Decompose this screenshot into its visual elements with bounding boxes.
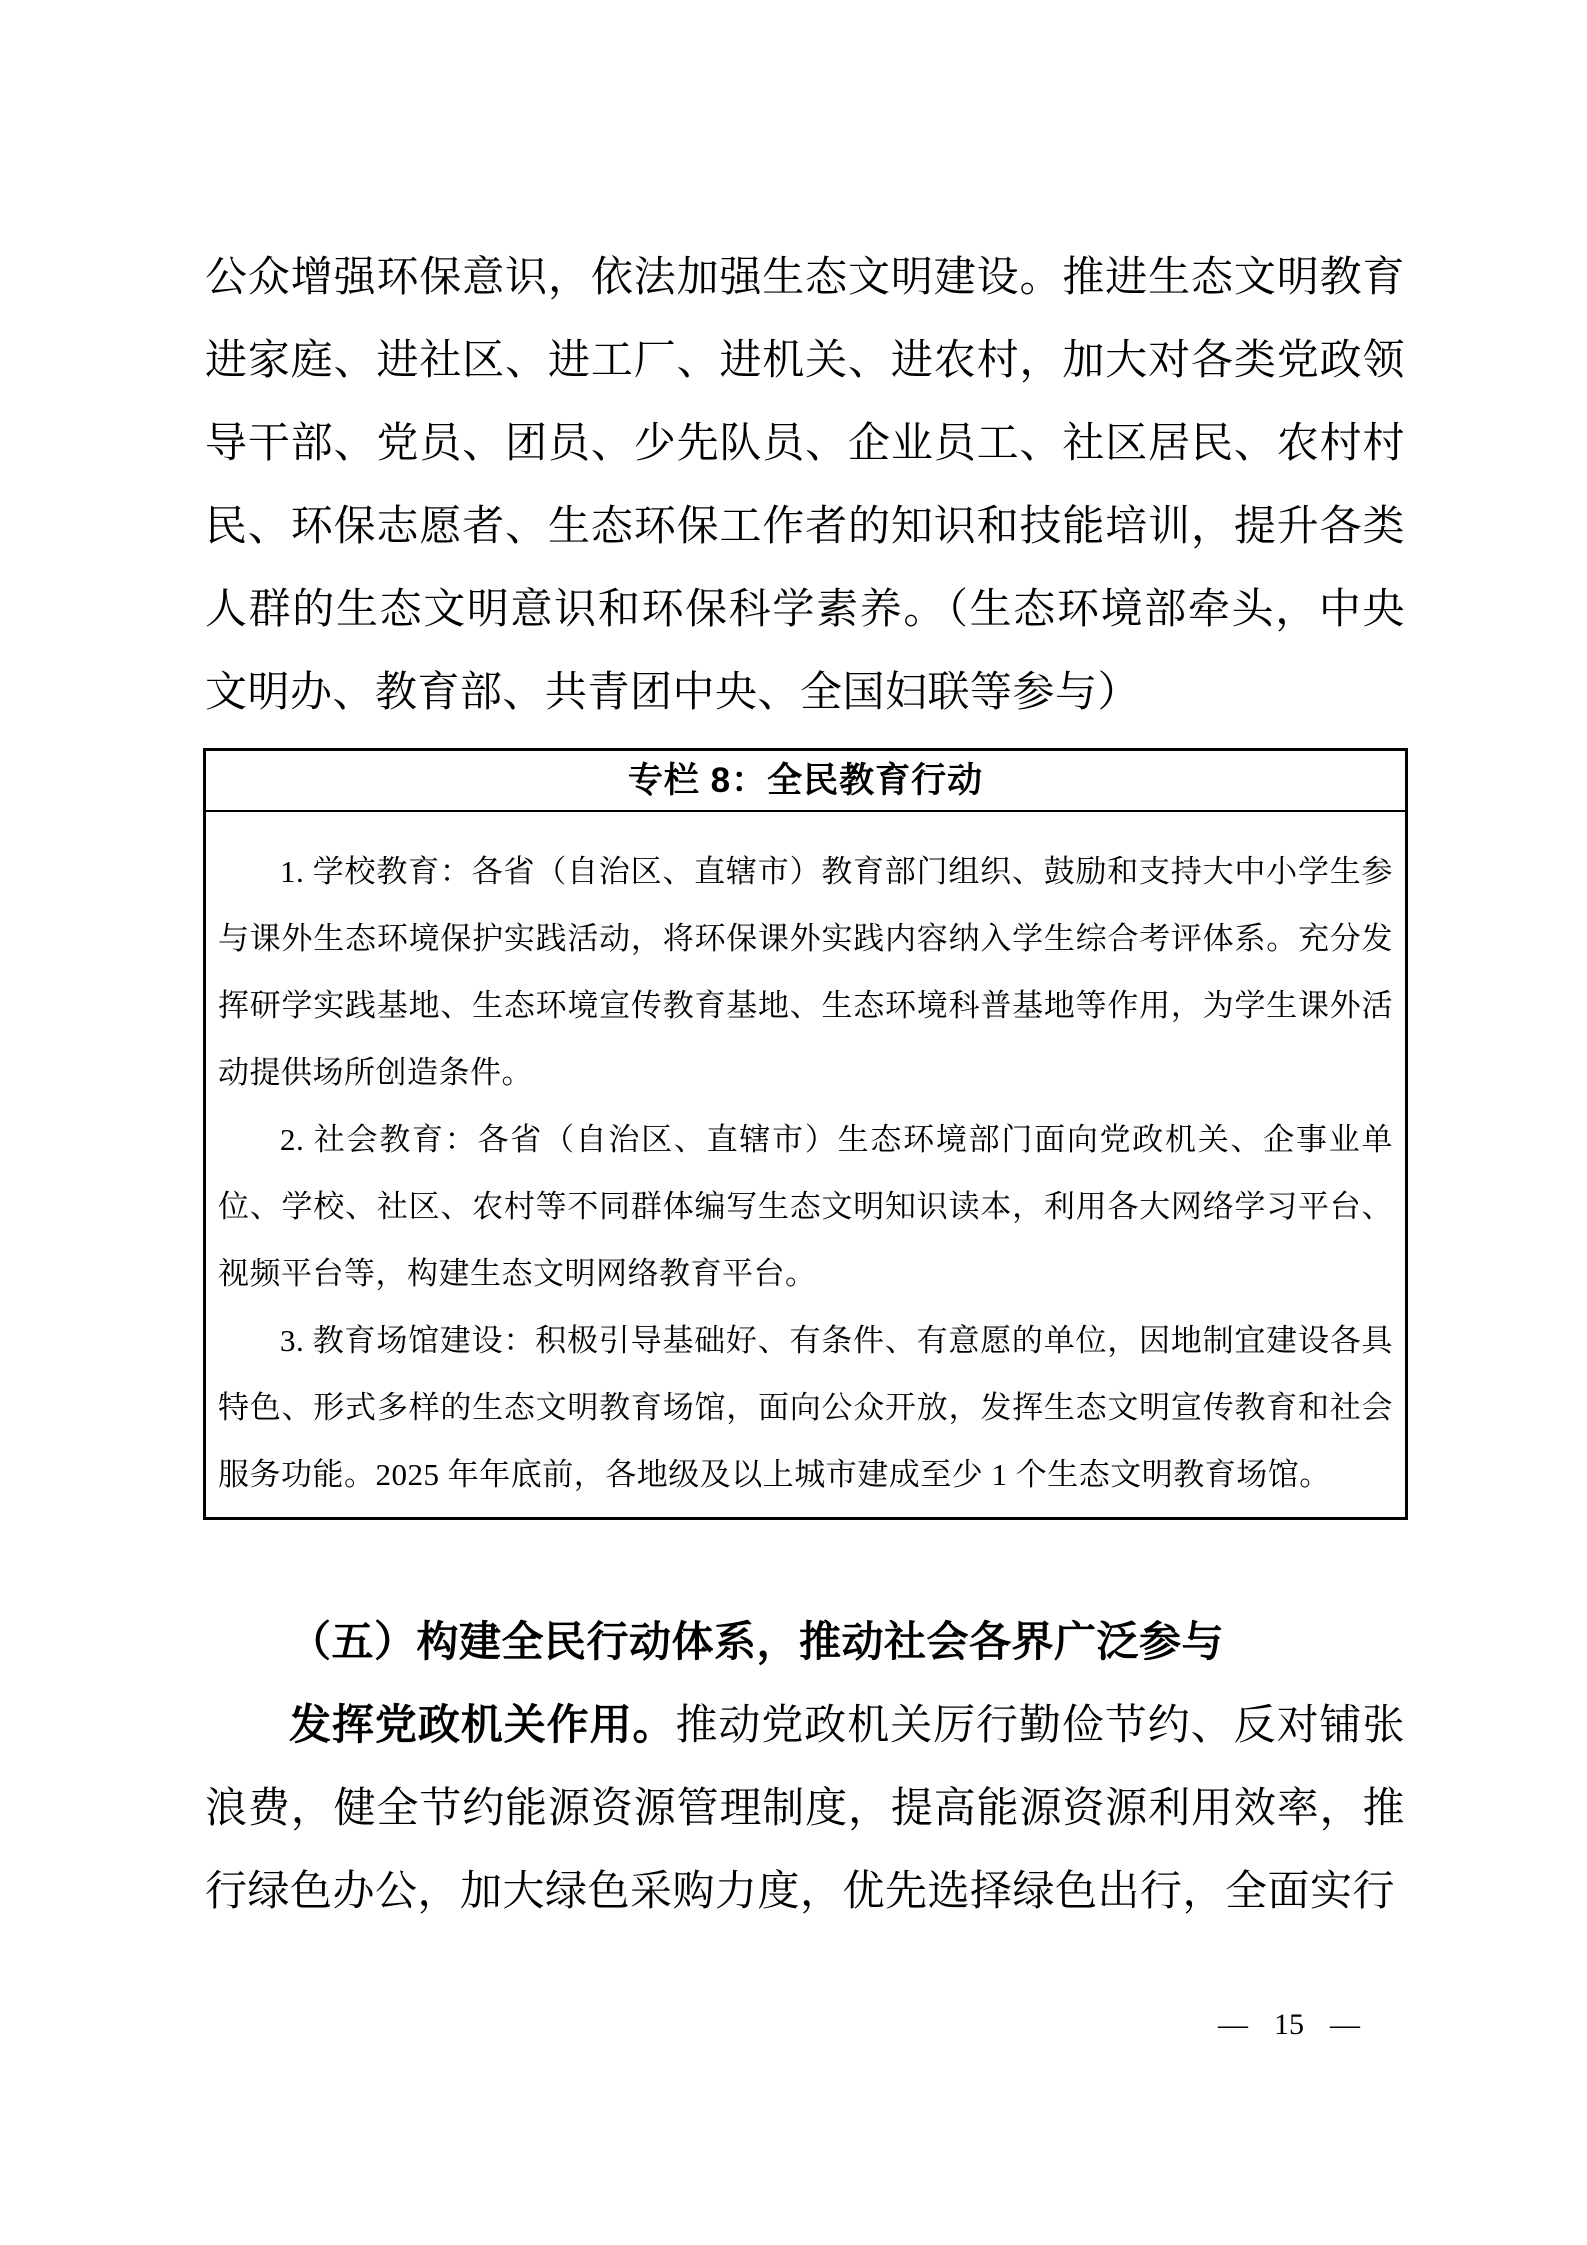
section-body-text: 推动党政机关厉行勤俭节约、反对铺张浪费，健全节约能源资源管理制度，提高能源资源利用效率，推行绿色办公，加大绿色采购力度，优先选择绿色出行，全面实行 bbox=[205, 1703, 1405, 1915]
footer-dash-right: — bbox=[1330, 2008, 1360, 2041]
callout-item-social-education: 2. 社会教育：各省（自治区、直辖市）生态环境部门面向党政机关、企事业单位、学校、社区、农村等不同群体编写生态文明知识读本，利用各大网络学习平台、视频平台等，构建生态文明网络教育平台。 bbox=[218, 1122, 1393, 1291]
footer-dash-left: — bbox=[1218, 2008, 1248, 2041]
page-number: 15 bbox=[1274, 2008, 1304, 2041]
page-footer bbox=[1218, 2005, 1360, 2045]
section-paragraph bbox=[205, 1685, 1405, 1934]
callout-box-header bbox=[206, 751, 1405, 812]
section-heading: （五）构建全民行动体系，推动社会各界广泛参与 bbox=[289, 1620, 1225, 1666]
callout-item-venue-construction: 3. 教育场馆建设：积极引导基础好、有条件、有意愿的单位，因地制宜建设各具特色、形式多样的生态文明教育场馆，面向公众开放，发挥生态文明宣传教育和社会服务功能。2025 年年底前，各地级及以上城市建成至少 1 个生态文明教育场馆。 bbox=[218, 1323, 1393, 1492]
callout-box-body bbox=[206, 812, 1405, 1508]
section-lead: 发挥党政机关作用。 bbox=[289, 1703, 676, 1749]
callout-item-school-education: 1. 学校教育：各省（自治区、直辖市）教育部门组织、鼓励和支持大中小学生参与课外生态环境保护实践活动，将环保课外实践内容纳入学生综合考评体系。充分发挥研学实践基地、生态环境宣传教育基地、生态环境科普基地等作用，为学生课外活动提供场所创造条件。 bbox=[218, 854, 1393, 1090]
callout-box-title: 专栏 8：全民教育行动 bbox=[627, 761, 984, 800]
paragraph-top: 公众增强环保意识，依法加强生态文明建设。推进生态文明教育进家庭、进社区、进工厂、进机关、进农村，加大对各类党政领导干部、党员、团员、少先队员、企业员工、社区居民、农村村民、环保志愿者、生态环保工作者的知识和技能培训，提升各类人群的生态文明意识和环保科学素养。（生态环境部牵头，中央文明办、教育部、共青团中央、全国妇联等参与） bbox=[205, 255, 1405, 716]
section-five bbox=[205, 1602, 1405, 1934]
callout-box bbox=[203, 748, 1408, 1520]
